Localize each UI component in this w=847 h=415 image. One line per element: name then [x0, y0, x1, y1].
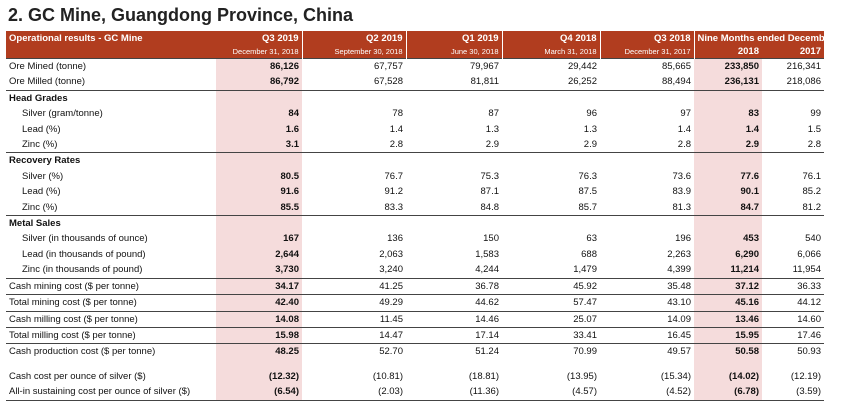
table-cell: 91.6	[216, 184, 302, 199]
row-label: Cash production cost ($ per tonne)	[6, 344, 216, 360]
row-label: Cash milling cost ($ per tonne)	[6, 311, 216, 327]
table-cell	[406, 216, 502, 232]
table-cell: 70.99	[502, 344, 600, 360]
table-cell: 49.29	[302, 295, 406, 311]
spacer-row	[6, 360, 824, 369]
table-cell: 13.46	[694, 311, 762, 327]
table-cell	[502, 216, 600, 232]
period-header: Q3 2019	[216, 31, 302, 46]
spacer-cell	[302, 360, 406, 369]
table-cell: 81.2	[802, 201, 821, 213]
table-row	[6, 74, 824, 90]
table-cell: 91.2	[384, 186, 403, 198]
table-cell: (12.19)	[790, 370, 821, 382]
table-cell: 87.1	[480, 186, 499, 198]
table-cell	[600, 153, 694, 169]
period-header: Q4 2018	[502, 31, 600, 46]
table-cell: 3,730	[216, 262, 302, 278]
table-cell: 540	[805, 233, 821, 245]
table-cell	[216, 216, 302, 232]
row-label: Silver (%)	[22, 170, 64, 182]
table-cell	[502, 90, 600, 106]
table-cell	[694, 153, 762, 169]
row-label: Recovery Rates	[6, 153, 216, 169]
table-cell: 4,399	[667, 264, 691, 276]
table-cell: 1.4	[677, 123, 691, 135]
spacer-cell	[600, 360, 694, 369]
header-date-row	[6, 46, 824, 59]
table-row	[6, 369, 824, 384]
table-row	[6, 262, 824, 278]
table-cell: 233,850	[694, 59, 762, 75]
table-cell: 2,644	[216, 247, 302, 262]
table-cell	[694, 216, 762, 232]
table-cell: (4.57)	[502, 384, 600, 400]
table-cell: 85.7	[578, 201, 597, 213]
table-cell: 150	[483, 233, 499, 245]
table-row	[6, 247, 824, 262]
table-cell: 42.40	[216, 295, 302, 311]
table-cell: (3.59)	[762, 384, 824, 400]
table-cell: 79,967	[406, 59, 502, 75]
table-cell: (10.81)	[372, 370, 403, 382]
table-cell: 57.47	[502, 295, 600, 311]
table-cell: 14.47	[302, 327, 406, 343]
table-cell	[600, 216, 694, 232]
row-label: Metal Sales	[6, 216, 216, 232]
table-cell	[600, 90, 694, 106]
table-cell: 51.24	[406, 344, 502, 360]
table-cell: 167	[216, 231, 302, 246]
period-date: September 30, 2018	[302, 46, 406, 59]
table-cell: 78	[392, 108, 403, 120]
table-cell	[406, 153, 502, 169]
table-cell: 1.5	[807, 123, 821, 135]
table-cell: 86,126	[216, 59, 302, 75]
period-header: Q3 2018	[600, 31, 694, 46]
row-label: Ore Milled (tonne)	[9, 76, 86, 88]
spacer-cell	[216, 360, 302, 369]
table-cell	[302, 90, 406, 106]
table-cell: 86,792	[216, 74, 302, 90]
spacer-cell	[6, 360, 216, 369]
table-cell: 76.3	[578, 170, 597, 182]
row-label: Total mining cost ($ per tonne)	[6, 295, 216, 311]
table-cell: 2,063	[379, 248, 403, 260]
table-cell	[762, 90, 824, 106]
table-cell: 84	[216, 106, 302, 121]
table-cell: 1,583	[475, 248, 499, 260]
table-cell: 37.12	[694, 278, 762, 294]
row-label: Cash mining cost ($ per tonne)	[6, 278, 216, 294]
table-row	[6, 169, 824, 184]
header-blank	[6, 46, 216, 59]
row-label: Lead (%)	[22, 123, 61, 135]
table-cell: 81,811	[470, 76, 499, 88]
table-cell: 4,244	[475, 264, 499, 276]
table-cell: 87	[488, 108, 499, 120]
table-cell: 63	[586, 233, 597, 245]
period-date: March 31, 2018	[502, 46, 600, 59]
table-cell: 218,086	[786, 76, 821, 88]
table-row	[6, 59, 824, 75]
table-row	[6, 90, 824, 106]
table-cell: 136	[387, 233, 403, 245]
table-cell: 14.46	[406, 311, 502, 327]
table-cell: 83.9	[672, 186, 691, 198]
table-cell: 90.1	[694, 184, 762, 199]
period-header: Q1 2019	[406, 31, 502, 46]
table-cell: 11,214	[694, 262, 762, 278]
table-row	[6, 216, 824, 232]
table-cell: 216,341	[762, 59, 824, 75]
table-cell: 67,757	[302, 59, 406, 75]
table-cell: 34.17	[216, 278, 302, 294]
table-cell: 76.7	[384, 170, 403, 182]
table-cell: 1.4	[694, 122, 762, 137]
table-cell: 688	[581, 248, 597, 260]
table-row	[6, 137, 824, 153]
table-cell: (6.78)	[694, 384, 762, 400]
table-cell: 97	[680, 108, 691, 120]
row-label: Zinc (in thousands of pound)	[22, 264, 143, 276]
table-cell: 43.10	[600, 295, 694, 311]
year-header: 2018	[694, 46, 762, 59]
table-cell: 33.41	[502, 327, 600, 343]
spacer-cell	[502, 360, 600, 369]
row-label: Cash cost per ounce of silver ($)	[9, 370, 146, 382]
row-label: Lead (%)	[22, 186, 61, 198]
header-label: Operational results - GC Mine	[6, 31, 216, 46]
row-label: Ore Mined (tonne)	[6, 59, 216, 75]
table-cell: 85.5	[216, 200, 302, 216]
spacer-cell	[694, 360, 762, 369]
table-row	[6, 311, 824, 327]
table-cell: (4.52)	[600, 384, 694, 400]
row-label: Silver (gram/tonne)	[22, 108, 103, 120]
table-cell: (13.95)	[566, 370, 597, 382]
table-cell: 73.6	[672, 170, 691, 182]
table-cell: 6,066	[797, 248, 821, 260]
period-date: December 31, 2017	[600, 46, 694, 59]
nine-months-header: Nine Months ended December 31	[694, 31, 824, 46]
table-cell: (15.34)	[660, 370, 691, 382]
table-cell: 14.09	[600, 311, 694, 327]
table-cell: 15.95	[694, 327, 762, 343]
spacer-cell	[762, 360, 824, 369]
page-title: 2. GC Mine, Guangdong Province, China	[8, 5, 354, 25]
year-header: 2017	[762, 46, 824, 59]
table-row	[6, 231, 824, 246]
table-cell	[762, 153, 824, 169]
table-cell	[694, 90, 762, 106]
table-cell: 1.6	[216, 122, 302, 137]
table-row	[6, 106, 824, 121]
table-cell: 85.2	[802, 186, 821, 198]
table-cell: 88,494	[661, 76, 691, 88]
table-cell: 36.78	[406, 278, 502, 294]
table-row	[6, 295, 824, 311]
table-cell: 3.1	[216, 137, 302, 153]
table-cell: 50.93	[762, 344, 824, 360]
table-row	[6, 153, 824, 169]
table-cell: 3,240	[379, 264, 403, 276]
table-row	[6, 278, 824, 294]
table-cell: 1,479	[573, 264, 597, 276]
row-label: Zinc (%)	[22, 139, 58, 151]
table-cell: 2.8	[677, 139, 691, 151]
table-cell: 80.5	[216, 169, 302, 184]
table-cell: 196	[675, 233, 691, 245]
table-cell	[216, 90, 302, 106]
table-cell: 76.1	[802, 170, 821, 182]
table-cell	[406, 90, 502, 106]
table-cell: 45.16	[694, 295, 762, 311]
table-row	[6, 327, 824, 343]
table-cell: 17.46	[762, 327, 824, 343]
table-cell: 15.98	[216, 327, 302, 343]
table-cell	[762, 216, 824, 232]
table-cell	[302, 153, 406, 169]
table-cell: 85,665	[600, 59, 694, 75]
row-label: Silver (in thousands of ounce)	[22, 233, 148, 245]
table-cell: 6,290	[694, 247, 762, 262]
table-cell: 11.45	[302, 311, 406, 327]
table-cell: 83.3	[384, 201, 403, 213]
table-cell: 17.14	[406, 327, 502, 343]
table-cell: 99	[810, 108, 821, 120]
table-cell: 453	[694, 231, 762, 246]
table-cell: 67,528	[373, 76, 403, 88]
table-cell: 96	[586, 108, 597, 120]
table-cell: 2,263	[667, 248, 691, 260]
table-row	[6, 122, 824, 137]
table-cell: 1.4	[389, 123, 403, 135]
table-cell	[216, 153, 302, 169]
table-cell: (12.32)	[216, 369, 302, 384]
table-cell: 16.45	[600, 327, 694, 343]
table-cell: 14.08	[216, 311, 302, 327]
table-cell: 36.33	[762, 278, 824, 294]
table-cell: 45.92	[502, 278, 600, 294]
table-cell: 2.9	[485, 139, 499, 151]
table-row	[6, 184, 824, 199]
period-date: June 30, 2018	[406, 46, 502, 59]
table-cell: 41.25	[302, 278, 406, 294]
table-cell: 48.25	[216, 344, 302, 360]
table-cell: 49.57	[600, 344, 694, 360]
table-cell: (11.36)	[406, 384, 502, 400]
table-cell: 87.5	[578, 186, 597, 198]
table-cell: (18.81)	[468, 370, 499, 382]
table-cell: 11,954	[792, 264, 821, 276]
table-cell: 77.6	[694, 169, 762, 184]
row-label: Zinc (%)	[22, 201, 58, 213]
table-cell: 1.3	[485, 123, 499, 135]
table-cell: 1.3	[583, 123, 597, 135]
period-date: December 31, 2018	[216, 46, 302, 59]
table-cell: 35.48	[600, 278, 694, 294]
table-cell: 81.3	[672, 201, 691, 213]
table-cell: 75.3	[480, 170, 499, 182]
table-cell: 2.8	[389, 139, 403, 151]
table-cell: 84.7	[694, 200, 762, 216]
table-cell: (6.54)	[216, 384, 302, 400]
table-cell: 84.8	[480, 201, 499, 213]
table-cell: 2.9	[583, 139, 597, 151]
table-row	[6, 200, 824, 216]
table-cell: 236,131	[694, 74, 762, 90]
operational-results-table	[6, 31, 847, 401]
table-cell: 25.07	[502, 311, 600, 327]
table-cell: 2.8	[807, 139, 821, 151]
table-cell: 52.70	[302, 344, 406, 360]
row-label: Total milling cost ($ per tonne)	[6, 327, 216, 343]
table-cell: 44.12	[762, 295, 824, 311]
table-cell	[302, 216, 406, 232]
table-cell: (2.03)	[302, 384, 406, 400]
row-label: All-in sustaining cost per ounce of silver ($)	[6, 384, 216, 400]
table-row	[6, 384, 824, 400]
spacer-cell	[406, 360, 502, 369]
table-cell	[502, 153, 600, 169]
table-row	[6, 344, 824, 360]
table-cell: 44.62	[406, 295, 502, 311]
table-cell: 26,252	[567, 76, 597, 88]
table-cell: 29,442	[502, 59, 600, 75]
table-cell: 2.9	[694, 137, 762, 153]
period-header: Q2 2019	[302, 31, 406, 46]
row-label: Lead (in thousands of pound)	[22, 248, 146, 260]
header-row	[6, 31, 824, 46]
table-cell: (14.02)	[694, 369, 762, 384]
table-cell: 83	[694, 106, 762, 121]
row-label: Head Grades	[6, 90, 216, 106]
table-cell: 14.60	[762, 311, 824, 327]
table-cell: 50.58	[694, 344, 762, 360]
